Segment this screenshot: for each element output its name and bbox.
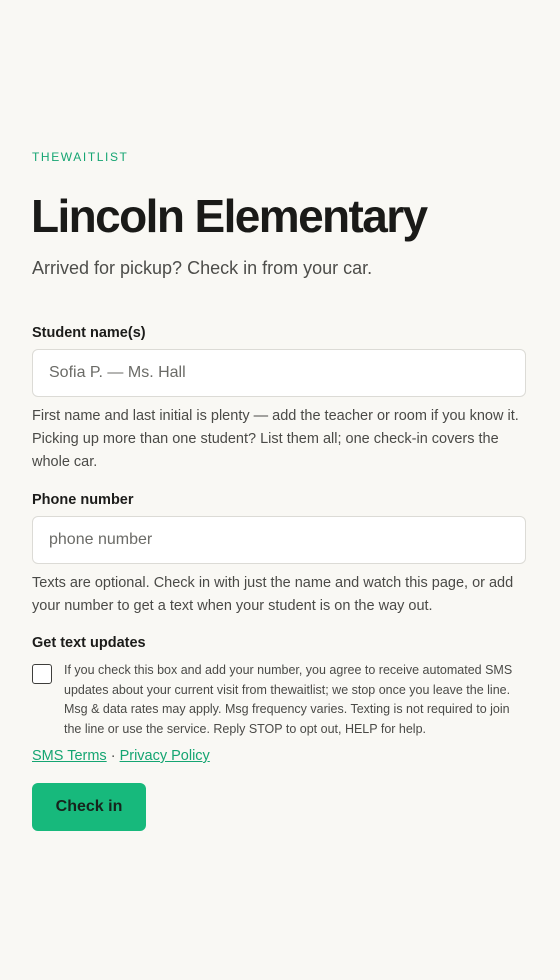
text-updates-checkbox[interactable] [32,664,52,684]
phone-number-label: Phone number [32,492,134,508]
legal-links [32,748,210,764]
page-subtitle: Arrived for pickup? Check in from your car. [32,258,373,278]
phone-number-help: Texts are optional. Check in with just the name and watch this page, or add your number to get a text when your student is on the way out. [32,575,514,614]
student-name-label: Student name(s) [32,325,146,341]
student-name-help-text: Picking up more than one student? List them all; one check-in covers the whole car. [32,431,499,470]
brand-name: THEWAITLIST [32,150,129,164]
link-separator: · [106,748,120,764]
student-name-help-text: First name and last initial is plenty — add the teacher or room if you know it. [32,408,519,424]
sms-consent-text: If you check this box and add your number, you agree to receive automated SMS updates about your current visit from thewaitlist; we stop once you leave the line. Msg & data rates may apply. Msg frequency varies. Texting is not required to join the line or use the service. Reply STOP to opt out, HELP for help. [64,663,513,736]
student-name-field[interactable] [32,349,526,397]
student-name-help [32,405,528,474]
text-updates-label: Get text updates [32,635,146,651]
page-title: Lincoln Elementary [31,190,427,242]
phone-number-field[interactable] [32,516,526,564]
sms-terms-link[interactable]: SMS Terms [32,748,107,764]
privacy-policy-link[interactable]: Privacy Policy [119,748,210,764]
check-in-button[interactable]: Check in [32,783,146,831]
phone-number-input[interactable] [33,517,525,563]
student-name-input[interactable] [33,350,525,396]
